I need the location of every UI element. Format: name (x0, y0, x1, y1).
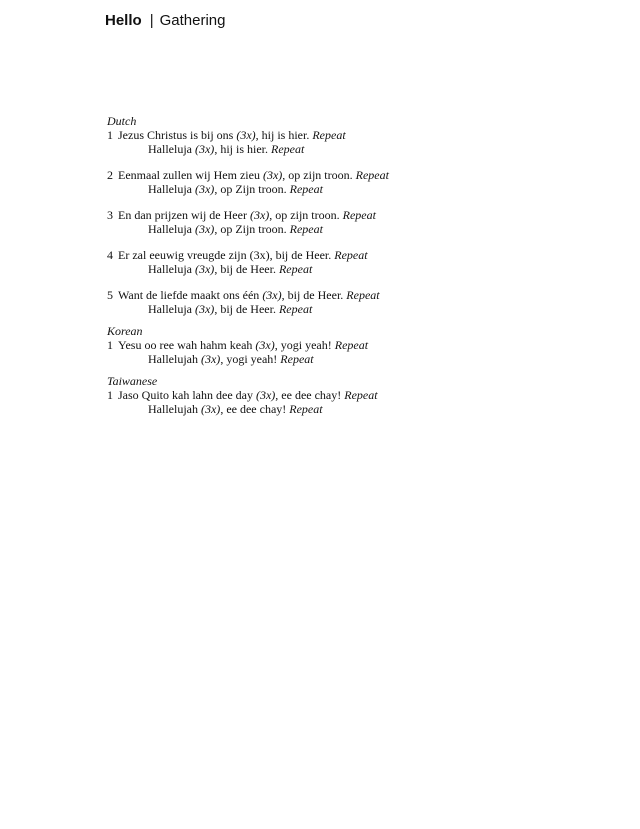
italic-text: Repeat (312, 128, 346, 142)
text-segment: Hallelujah (148, 352, 201, 366)
text-segment: , hij is hier. (255, 128, 313, 142)
verse-line (107, 168, 587, 182)
italic-text: Repeat (270, 142, 305, 156)
verse-line (107, 208, 587, 222)
verse (107, 388, 587, 416)
italic-text: (3x) (262, 288, 282, 302)
italic-text: Repeat (289, 182, 323, 196)
verse (107, 248, 587, 276)
verse-number: 1 (107, 338, 113, 352)
italic-text: (3x) (194, 262, 215, 276)
italic-text: Repeat (342, 208, 376, 222)
italic-text: Repeat (278, 262, 313, 276)
text-segment: , op Zijn troon. (214, 222, 290, 236)
italic-text: (3x) (200, 352, 221, 366)
verse-line (107, 388, 587, 402)
verse-number: 2 (107, 168, 113, 182)
language-heading: Korean (107, 324, 143, 338)
text-segment: , yogi yeah! (274, 338, 335, 352)
text-segment: , bij de Heer. (214, 262, 279, 276)
italic-text: (3x) (194, 182, 215, 196)
verse (107, 338, 587, 366)
italic-text: (3x) (255, 388, 276, 402)
italic-text: (3x) (255, 338, 275, 352)
italic-text: (3x) (194, 142, 215, 156)
text-segment: Want de liefde maakt ons één (118, 288, 263, 302)
text-segment: Halleluja (148, 222, 195, 236)
refrain-line (107, 302, 587, 316)
text-segment: , ee dee chay! (275, 388, 345, 402)
text-segment: , yogi yeah! (220, 352, 281, 366)
verse-number: 1 (107, 128, 113, 142)
text-segment: Er zal eeuwig vreugde zijn (3x), bij de Heer. (118, 248, 335, 262)
italic-text: (3x) (200, 402, 221, 416)
text-segment: Halleluja (148, 142, 195, 156)
text-segment: Halleluja (148, 302, 195, 316)
verse-number: 4 (107, 248, 113, 262)
text-segment: En dan prijzen wij de Heer (118, 208, 250, 222)
text-segment: , bij de Heer. (281, 288, 347, 302)
header-separator: | (149, 12, 154, 29)
refrain-line (107, 402, 587, 416)
refrain-line (107, 222, 587, 236)
text-segment: Jaso Quito kah lahn dee day (118, 388, 256, 402)
verse-line (107, 288, 587, 302)
italic-text: Repeat (278, 302, 313, 316)
verse-number: 1 (107, 388, 113, 402)
verse (107, 288, 587, 316)
italic-text: Repeat (355, 168, 389, 182)
text-segment: , op zijn troon. (269, 208, 343, 222)
refrain-line (107, 142, 587, 156)
refrain-line (107, 352, 587, 366)
text-segment: Yesu oo ree wah hahm keah (118, 338, 256, 352)
verse-line (107, 338, 587, 352)
language-heading: Dutch (107, 114, 137, 128)
italic-text: Repeat (334, 338, 369, 352)
italic-text: Repeat (280, 352, 314, 366)
text-segment: Jezus Christus is bij ons (118, 128, 237, 142)
header-title: Hello (105, 12, 142, 29)
italic-text: Repeat (344, 388, 378, 402)
text-segment: Halleluja (148, 182, 195, 196)
verse (107, 128, 587, 156)
italic-text: (3x) (194, 222, 215, 236)
verse-number: 5 (107, 288, 113, 302)
italic-text: Repeat (346, 288, 380, 302)
text-segment: , op zijn troon. (282, 168, 356, 182)
language-section (107, 114, 587, 316)
lyrics-content (107, 114, 587, 424)
page-header (105, 12, 225, 29)
verse (107, 208, 587, 236)
verse-number: 3 (107, 208, 113, 222)
language-heading: Taiwanese (107, 374, 158, 388)
header-subtitle: Gathering (159, 12, 226, 29)
italic-text: (3x) (236, 128, 256, 142)
verse-line (107, 128, 587, 142)
text-segment: , op Zijn troon. (214, 182, 290, 196)
text-segment: , ee dee chay! (220, 402, 290, 416)
text-segment: , hij is hier. (214, 142, 271, 156)
italic-text: (3x) (194, 302, 215, 316)
italic-text: (3x) (262, 168, 283, 182)
verse (107, 168, 587, 196)
refrain-line (107, 262, 587, 276)
language-section (107, 324, 587, 366)
italic-text: Repeat (334, 248, 368, 262)
text-segment: , bij de Heer. (214, 302, 279, 316)
text-segment: Hallelujah (148, 402, 201, 416)
italic-text: Repeat (289, 222, 323, 236)
italic-text: (3x) (249, 208, 270, 222)
verse-line (107, 248, 587, 262)
text-segment: Halleluja (148, 262, 195, 276)
text-segment: Eenmaal zullen wij Hem zieu (118, 168, 263, 182)
refrain-line (107, 182, 587, 196)
italic-text: Repeat (289, 402, 323, 416)
language-section (107, 374, 587, 416)
